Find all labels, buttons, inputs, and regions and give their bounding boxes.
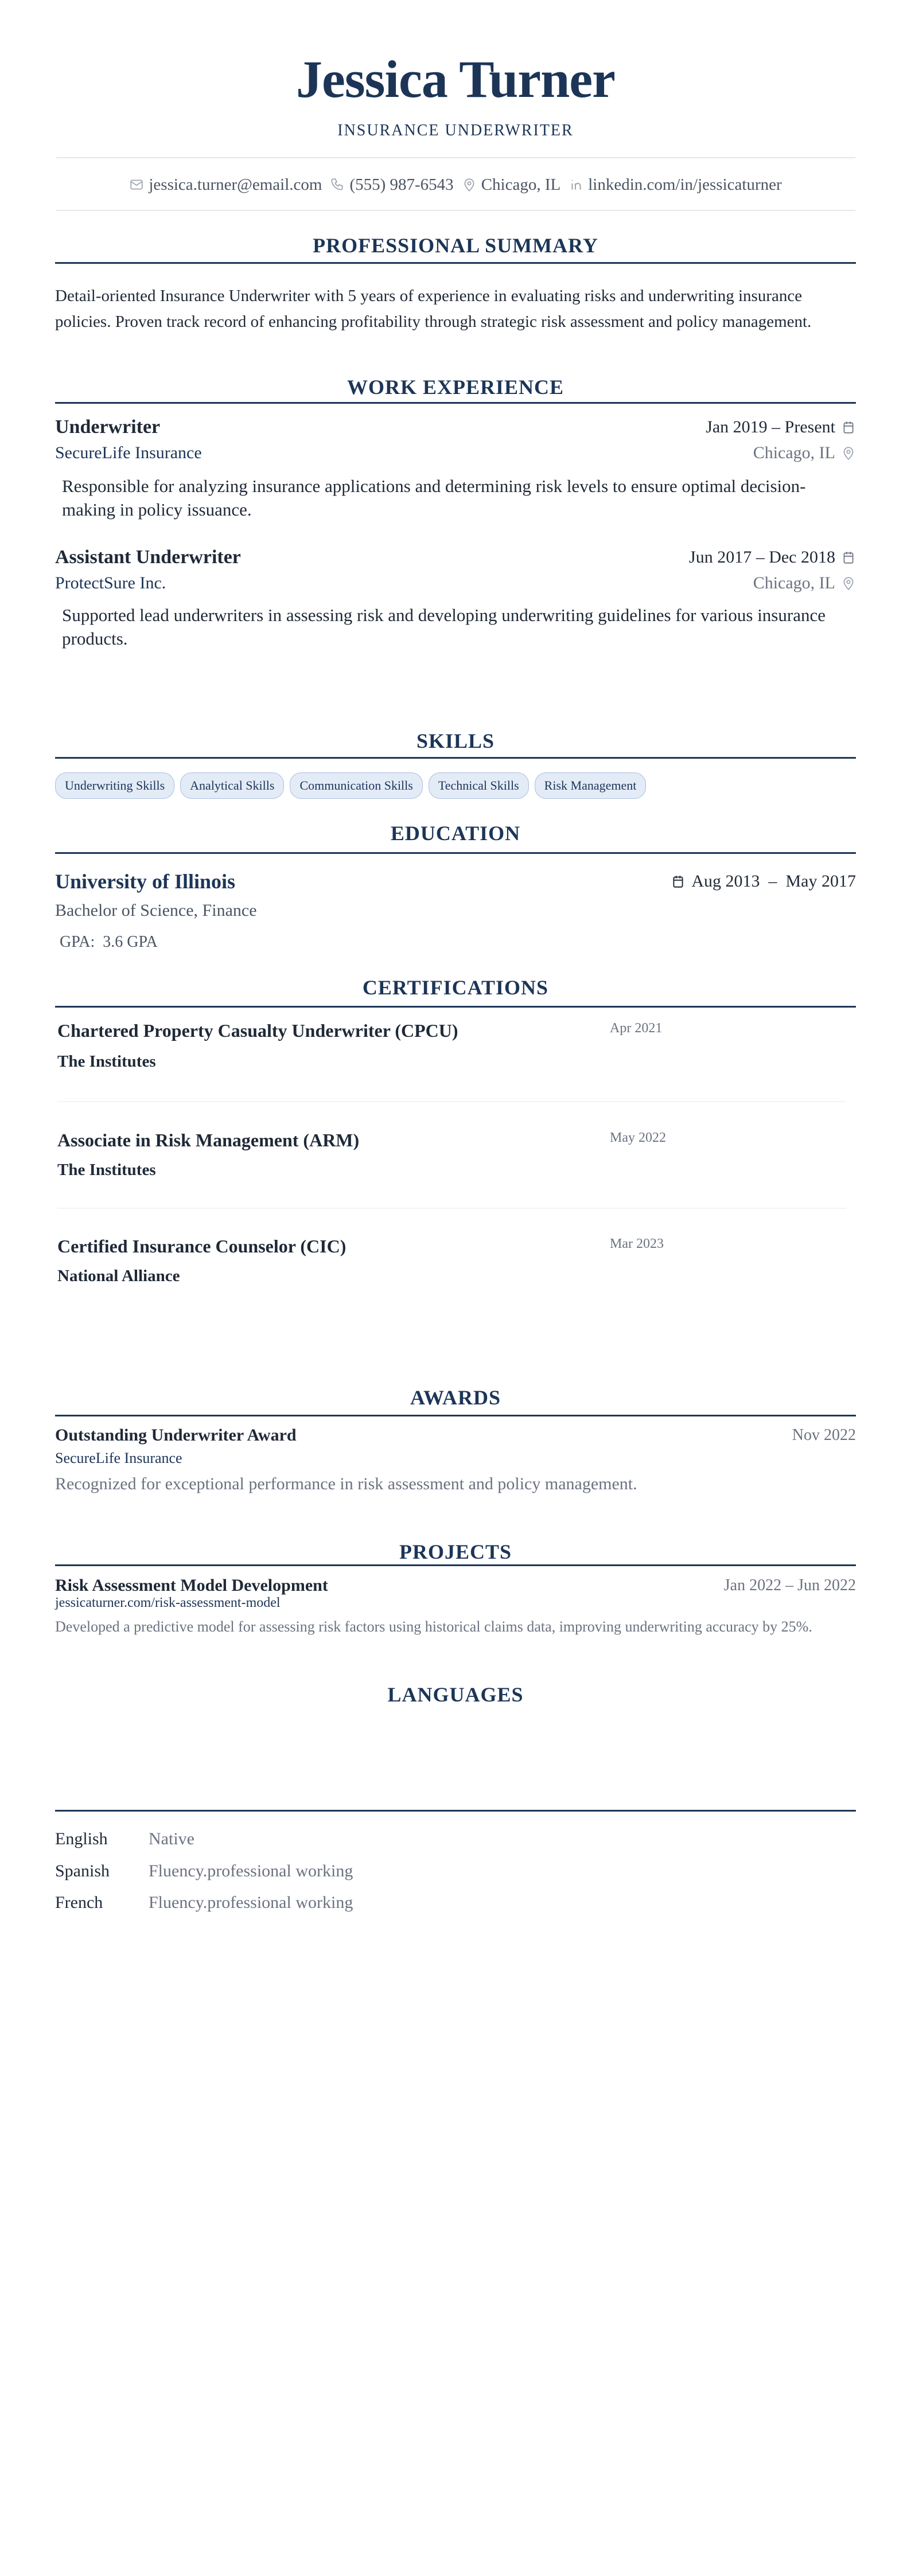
phone-icon	[330, 177, 345, 192]
project-description: Developed a predictive model for assessing risk factors using historical claims data, improving underwriting accuracy by 25%.	[55, 1618, 812, 1635]
linkedin-icon	[569, 177, 583, 192]
job-title: Underwriter	[55, 416, 161, 438]
calendar-icon	[841, 420, 856, 435]
language-item	[55, 1860, 856, 1883]
job-header	[55, 416, 856, 439]
gpa-value: 3.6 GPA	[103, 933, 158, 951]
job-description: Supported lead underwriters in assessing risk and developing underwriting guidelines for various insurance products.	[62, 605, 826, 649]
certification-item	[57, 1129, 855, 1180]
certification-name: Certified Insurance Counselor (CIC)	[57, 1236, 347, 1256]
education-dates: Aug 2013 – May 2017	[691, 872, 856, 891]
project-dates: Jan 2022 – Jun 2022	[723, 1576, 856, 1594]
certification-issuer: The Institutes	[57, 1052, 156, 1071]
skill-chip: Analytical Skills	[180, 772, 284, 799]
project-title: Risk Assessment Model Development	[55, 1576, 328, 1595]
language-name: Spanish	[55, 1861, 110, 1880]
divider	[56, 210, 855, 211]
gpa-row	[60, 931, 861, 954]
section-heading-summary: PROFESSIONAL SUMMARY	[313, 234, 598, 257]
divider	[57, 1208, 846, 1209]
job-subheader	[55, 442, 856, 465]
divider	[57, 1101, 846, 1102]
phone-text: (555) 987-6543	[349, 175, 454, 194]
section-underline	[55, 262, 856, 264]
certification-date: Apr 2021	[610, 1021, 663, 1036]
section-heading-languages: LANGUAGES	[387, 1683, 524, 1706]
job-dates: Jan 2019 – Present	[706, 417, 835, 436]
summary-text: Detail-oriented Insurance Underwriter with 5 years of experience in evaluating risks and underwriting insurance policies. Proven track record of enhancing profitability through strategic risk assessment and policy management.	[55, 287, 812, 331]
education-header	[55, 870, 856, 893]
location-text: Chicago, IL	[481, 175, 561, 194]
skill-chip: Technical Skills	[429, 772, 529, 799]
job-dates: Jun 2017 – Dec 2018	[689, 548, 835, 567]
project-header	[55, 1574, 856, 1597]
certification-item	[57, 1235, 855, 1286]
language-item	[55, 1828, 856, 1851]
job-title: Assistant Underwriter	[55, 547, 241, 568]
section-heading-skills: SKILLS	[416, 729, 495, 752]
certification-issuer: The Institutes	[57, 1161, 156, 1179]
section-underline	[55, 852, 856, 854]
contact-email[interactable]	[129, 175, 322, 194]
linkedin-text: linkedin.com/in/jessicaturner	[588, 175, 782, 194]
award-header	[55, 1424, 856, 1447]
skill-chip: Communication Skills	[290, 772, 422, 799]
project-link[interactable]: jessicaturner.com/risk-assessment-model	[55, 1595, 281, 1610]
location-pin-icon	[462, 177, 477, 192]
job-title: INSURANCE UNDERWRITER	[337, 122, 574, 139]
section-underline	[55, 1564, 856, 1566]
section-underline	[55, 402, 856, 404]
email-text: jessica.turner@email.com	[149, 175, 322, 194]
award-title: Outstanding Underwriter Award	[55, 1426, 297, 1445]
award-date: Nov 2022	[792, 1426, 856, 1444]
contact-bar	[55, 173, 856, 196]
language-level: Fluency.professional working	[149, 1861, 353, 1880]
calendar-icon	[841, 550, 856, 565]
section-underline	[55, 1006, 856, 1008]
job-location: Chicago, IL	[753, 443, 835, 462]
job-company: ProtectSure Inc.	[55, 573, 166, 592]
certification-issuer: National Alliance	[57, 1267, 180, 1285]
divider	[56, 157, 855, 158]
calendar-icon	[671, 874, 686, 889]
job-description: Responsible for analyzing insurance applications and determining risk levels to ensure optimal decision-making in policy issuance.	[62, 476, 806, 520]
skill-chip: Risk Management	[535, 772, 647, 799]
section-underline	[55, 757, 856, 759]
contact-phone[interactable]	[330, 175, 453, 194]
section-underline	[55, 1810, 856, 1812]
location-pin-icon	[841, 576, 856, 591]
job-header	[55, 546, 856, 569]
language-name: English	[55, 1829, 108, 1848]
degree: Bachelor of Science, Finance	[55, 901, 257, 920]
section-heading-education: EDUCATION	[390, 822, 521, 845]
skill-chip: Underwriting Skills	[55, 772, 174, 799]
award-description: Recognized for exceptional performance in risk assessment and policy management.	[55, 1474, 637, 1493]
certification-item	[57, 1019, 855, 1072]
certification-date: May 2022	[610, 1130, 666, 1145]
section-heading-experience: WORK EXPERIENCE	[347, 376, 564, 399]
location-pin-icon	[841, 446, 856, 460]
job-location: Chicago, IL	[753, 573, 835, 592]
certification-name: Chartered Property Casualty Underwriter (CPCU)	[57, 1020, 458, 1041]
certification-name: Associate in Risk Management (ARM)	[57, 1130, 360, 1150]
section-heading-awards: AWARDS	[410, 1386, 501, 1409]
section-underline	[55, 1415, 856, 1416]
job-company: SecureLife Insurance	[55, 443, 202, 462]
job-subheader	[55, 572, 856, 595]
contact-linkedin[interactable]	[569, 175, 781, 194]
certification-date: Mar 2023	[610, 1236, 664, 1251]
language-item	[55, 1891, 856, 1914]
award-issuer: SecureLife Insurance	[55, 1450, 182, 1466]
skills-list	[55, 772, 856, 799]
section-heading-certifications: CERTIFICATIONS	[362, 976, 549, 999]
gpa-label: GPA:	[60, 933, 95, 951]
candidate-name: Jessica Turner	[296, 50, 615, 108]
school-name: University of Illinois	[55, 870, 236, 893]
contact-location	[462, 175, 561, 194]
language-level: Fluency.professional working	[149, 1893, 353, 1912]
section-heading-projects: PROJECTS	[399, 1540, 512, 1563]
language-level: Native	[149, 1829, 194, 1848]
language-name: French	[55, 1893, 103, 1912]
mail-icon	[129, 177, 144, 192]
